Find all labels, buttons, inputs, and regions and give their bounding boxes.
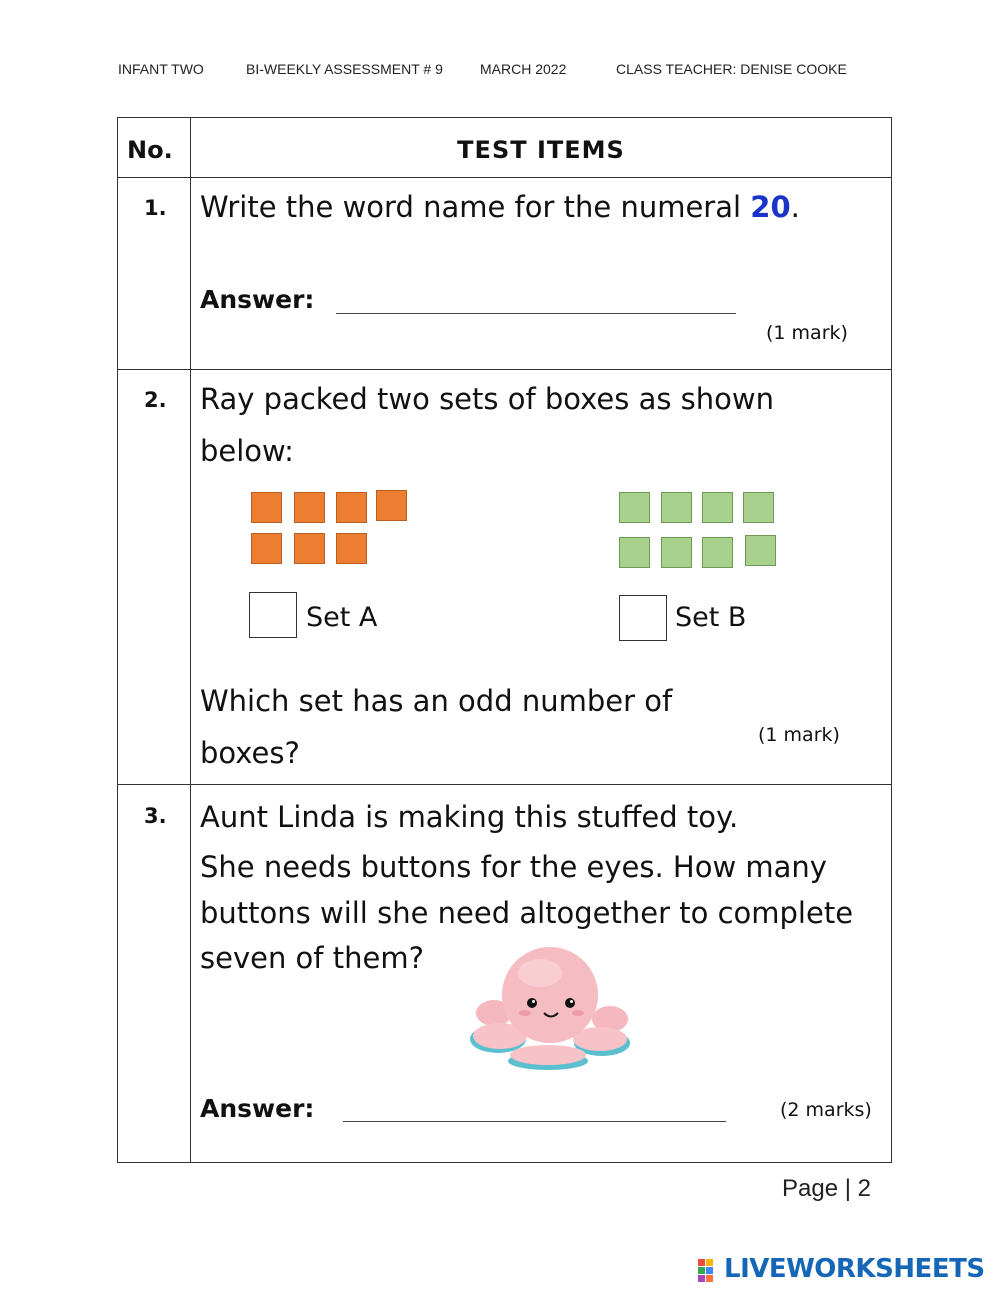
question-1-prompt: Write the word name for the numeral <box>200 190 742 224</box>
question-2-prompt-line-2: boxes? <box>200 736 300 770</box>
numeral-20: 20 <box>750 190 791 224</box>
question-3-number: 3. <box>144 804 167 828</box>
page-header <box>118 61 898 81</box>
set-a-checkbox[interactable] <box>249 592 297 638</box>
column-header-items: TEST ITEMS <box>457 136 625 164</box>
header-class: INFANT TWO <box>118 61 204 77</box>
question-3-line-2: She needs buttons for the eyes. How many <box>200 850 827 884</box>
question-1-mark: (1 mark) <box>766 322 848 344</box>
question-3-mark: (2 marks) <box>780 1099 872 1121</box>
question-3-line-1: Aunt Linda is making this stuffed toy. <box>200 800 739 834</box>
question-1-answer-line[interactable] <box>336 313 736 314</box>
question-3-answer-line[interactable] <box>343 1121 726 1122</box>
orange-box <box>251 492 282 523</box>
question-1-answer-label: Answer: <box>200 285 315 314</box>
header-assessment: BI-WEEKLY ASSESSMENT # 9 <box>246 61 443 77</box>
green-box <box>702 492 733 523</box>
question-1-number: 1. <box>144 196 167 220</box>
question-2-line-2: below: <box>200 434 294 468</box>
header-date: MARCH 2022 <box>480 61 567 77</box>
brand-name: LIVEWORKSHEETS <box>724 1254 985 1284</box>
green-box <box>619 492 650 523</box>
page-number: Page | 2 <box>782 1175 871 1202</box>
green-box <box>661 537 692 568</box>
header-teacher: CLASS TEACHER: DENISE COOKE <box>616 61 847 77</box>
question-2-line-1: Ray packed two sets of boxes as shown <box>200 382 775 416</box>
question-2-number: 2. <box>144 388 167 412</box>
set-b-checkbox[interactable] <box>619 595 667 641</box>
orange-box <box>294 492 325 523</box>
question-2-mark: (1 mark) <box>758 724 840 746</box>
row-divider <box>118 784 891 785</box>
orange-box <box>251 533 282 564</box>
liveworksheets-icon <box>698 1259 722 1283</box>
set-b-label: Set B <box>675 602 747 633</box>
green-box <box>745 535 776 566</box>
orange-box <box>336 492 367 523</box>
question-3-answer-label: Answer: <box>200 1094 315 1123</box>
orange-box <box>376 490 407 521</box>
row-divider <box>118 369 891 370</box>
green-box <box>702 537 733 568</box>
column-divider <box>190 118 191 1162</box>
question-3-line-3: buttons will she need altogether to complete <box>200 896 854 930</box>
orange-box <box>294 533 325 564</box>
question-2-prompt-line-1: Which set has an odd number of <box>200 684 673 718</box>
test-table <box>117 117 892 1163</box>
question-3-line-4: seven of them? <box>200 941 424 975</box>
row-divider <box>118 177 891 178</box>
set-a-label: Set A <box>306 602 378 633</box>
green-box <box>661 492 692 523</box>
green-box <box>743 492 774 523</box>
question-1-text <box>200 190 800 224</box>
orange-box <box>336 533 367 564</box>
question-1-period: . <box>790 190 800 224</box>
green-box <box>619 537 650 568</box>
column-header-no: No. <box>127 136 173 164</box>
octopus-toy-image <box>470 943 632 1073</box>
